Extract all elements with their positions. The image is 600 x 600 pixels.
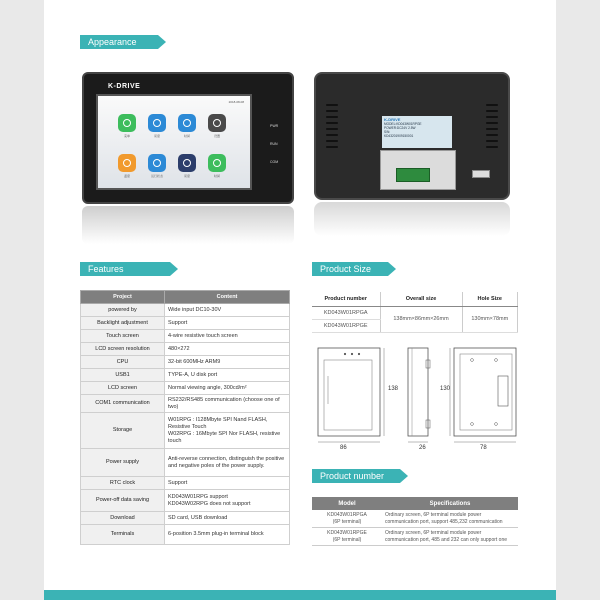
feature-value-line: W01RPG : I128Mbyte SPI Nand FLASH, Resistive Touch	[168, 416, 268, 430]
bulb-icon	[183, 159, 191, 167]
feature-key: LCD screen	[81, 382, 165, 395]
table-row	[81, 490, 290, 512]
dim-side-width: 26	[419, 445, 426, 451]
clock-icon	[183, 119, 191, 127]
front-outline	[318, 348, 380, 436]
table-row	[81, 317, 290, 330]
table-row	[81, 512, 290, 525]
feature-value-line: KD043W02RPG does not support	[168, 500, 251, 507]
vent-slot	[326, 128, 338, 130]
vent-slot	[486, 104, 498, 106]
size-model: KD043W01RPGA	[312, 306, 380, 319]
table-row	[81, 330, 290, 343]
product-col-model: Model	[312, 497, 382, 510]
sticker-brand: K-DRIVE	[384, 117, 401, 122]
app-label: 运行状态	[150, 174, 163, 178]
features-heading	[80, 262, 170, 276]
size-model: KD043W01RPGE	[312, 319, 380, 332]
feature-key: Backlight adjustment	[81, 317, 165, 330]
device-front-reflection	[82, 206, 294, 244]
table-row	[81, 477, 290, 490]
size-col-product: Product number	[312, 292, 380, 306]
feature-value	[165, 512, 290, 525]
feature-value-line: Wide input DC10-30V	[168, 306, 222, 313]
pwr-label: PWR	[270, 124, 279, 128]
feature-key: Touch screen	[81, 330, 165, 343]
led-dot	[351, 353, 353, 355]
feature-key: RTC clock	[81, 477, 165, 490]
features-col-project: Project	[81, 291, 165, 304]
feature-value	[165, 343, 290, 356]
dimension-drawings	[312, 340, 522, 452]
table-row	[81, 369, 290, 382]
feature-value-line: W02RPG : 16Mbyte SPI Nor FLASH, resistive touch	[168, 430, 281, 444]
feature-key: Storage	[81, 413, 165, 449]
model-sticker	[382, 116, 452, 148]
back-outline	[454, 348, 516, 436]
vent-slot	[326, 146, 338, 148]
dim-front-height: 138	[388, 386, 399, 392]
feature-value	[165, 477, 290, 490]
sticker-line: MODEL:KD043W01RPGE	[384, 122, 422, 126]
sticker-line: POWER:DC24V 2.5W	[384, 126, 416, 130]
vent-slot	[486, 140, 498, 142]
terminal-block	[396, 168, 430, 182]
product-model	[312, 528, 382, 546]
table-row	[81, 525, 290, 545]
table-row	[81, 413, 290, 449]
feature-value-line: KD043W01RPG support	[168, 493, 228, 500]
feature-value-line: 6-position 3.5mm plug-in terminal block	[168, 531, 264, 537]
table-row	[81, 382, 290, 395]
sun-icon	[153, 119, 161, 127]
appearance-heading-text: Appearance	[88, 37, 137, 47]
table-row	[312, 510, 518, 528]
vent-slot	[486, 134, 498, 136]
feature-value	[165, 382, 290, 395]
usb-port	[472, 170, 490, 178]
feature-value	[165, 304, 290, 317]
sticker-line: S/N:	[384, 130, 391, 134]
back-inner-outline	[460, 354, 512, 430]
feature-value-line: Normal viewing angle, 300cd/m²	[168, 384, 247, 391]
device-front-image	[82, 72, 294, 204]
size-col-hole: Hole Size	[462, 292, 518, 306]
app-label: 菜单	[123, 134, 130, 138]
feature-key: Download	[81, 512, 165, 525]
feature-value-line: Anti-reverse connection, distinguish the positive and negative poles of the power supply.	[168, 455, 285, 469]
feature-value-line: 32-bit 600MHz ARM9	[168, 358, 221, 365]
led-dot	[358, 353, 360, 355]
feature-key: powered by	[81, 304, 165, 317]
feature-value	[165, 369, 290, 382]
vent-slot	[486, 122, 498, 124]
product-model-line: (6P terminal)	[332, 536, 362, 543]
table-row	[81, 356, 290, 369]
app-label: 时间	[183, 134, 190, 138]
feature-key: Power supply	[81, 449, 165, 477]
feature-value	[165, 395, 290, 413]
product-model-line: KD043W01RPGE	[327, 530, 367, 536]
app-label: 温度	[123, 174, 130, 178]
clock-icon	[213, 159, 221, 167]
vent-slot	[486, 146, 498, 148]
device-back-image	[314, 72, 510, 200]
size-hole: 130mm×78mm	[462, 306, 518, 332]
app-tile-grid-icon	[118, 154, 136, 172]
app-tile-grid-icon	[118, 114, 136, 132]
feature-value-line: SD card, USB download	[168, 514, 228, 521]
vent-slot	[326, 122, 338, 124]
table-row	[312, 306, 518, 319]
product-size-heading	[312, 262, 388, 276]
feature-value	[165, 490, 290, 512]
feature-key: Terminals	[81, 525, 165, 545]
product-model	[312, 510, 382, 528]
feature-value	[165, 413, 290, 449]
feature-key: COM1 communication	[81, 395, 165, 413]
product-spec: Ordinary screen, 6P terminal module power communication port, 485 and 232 can only support one	[382, 528, 518, 546]
device-brand: K-DRIVE	[108, 83, 141, 90]
footer-bar	[44, 590, 556, 600]
features-table	[80, 290, 290, 545]
led-dot	[344, 353, 346, 355]
size-overall: 138mm×86mm×26mm	[380, 306, 462, 332]
device-screen	[96, 94, 252, 190]
app-tile-gauge-icon	[148, 154, 166, 172]
com-label: COM	[270, 160, 279, 164]
features-heading-text: Features	[88, 264, 124, 274]
feature-value-line: Support	[168, 319, 188, 326]
feature-key: LCD screen resolution	[81, 343, 165, 356]
vent-slot	[486, 116, 498, 118]
gauge-icon	[153, 159, 161, 167]
feature-value	[165, 525, 290, 545]
product-model-line: KD043W01RPGA	[327, 512, 367, 518]
feature-key: CPU	[81, 356, 165, 369]
feature-value-line: 480×272	[168, 345, 190, 352]
table-row	[81, 304, 290, 317]
table-row	[81, 449, 290, 477]
feature-key: USB1	[81, 369, 165, 382]
grid-icon	[123, 159, 131, 167]
vent-slot	[486, 128, 498, 130]
spec-sheet	[44, 0, 556, 600]
app-tile-gear-icon	[208, 114, 226, 132]
vent-slot	[326, 140, 338, 142]
sticker-line: KD43201909150001	[384, 134, 414, 138]
dim-front-width: 86	[340, 445, 347, 451]
size-col-overall: Overall size	[380, 292, 462, 306]
grid-icon	[123, 119, 131, 127]
features-col-content: Content	[165, 291, 290, 304]
vent-slot	[326, 110, 338, 112]
app-label: 亮度	[153, 134, 160, 138]
product-number-heading	[312, 469, 400, 483]
device-back-reflection	[314, 202, 510, 236]
vent-slot	[486, 110, 498, 112]
gear-icon	[213, 119, 221, 127]
table-row	[81, 343, 290, 356]
size-table	[312, 292, 518, 333]
product-number-heading-text: Product number	[320, 471, 385, 481]
app-label: 设置	[213, 134, 220, 138]
app-label: 时间	[213, 174, 220, 178]
feature-value-line: TYPE-A, U disk port	[168, 371, 218, 378]
table-row	[81, 395, 290, 413]
side-outline	[408, 348, 428, 436]
feature-value-line: 4-wire resistive touch screen	[168, 332, 238, 339]
feature-value-line: RS232/RS485 communication (choose one of two)	[168, 396, 280, 410]
product-col-spec: Specifications	[382, 497, 518, 510]
vent-slot	[326, 134, 338, 136]
run-label: RUN	[270, 142, 278, 146]
product-number-table	[312, 497, 518, 546]
vent-slot	[326, 104, 338, 106]
feature-value-line: Support	[168, 479, 188, 486]
app-tile-bulb-icon	[178, 154, 196, 172]
table-row	[312, 528, 518, 546]
appearance-heading	[80, 35, 158, 49]
feature-key: Power-off data saving	[81, 490, 165, 512]
product-size-heading-text: Product Size	[320, 264, 372, 274]
app-tile-clock-icon	[178, 114, 196, 132]
screen-date: 2018-08-08	[228, 100, 244, 104]
front-screen-outline	[324, 360, 372, 430]
vent-slot	[326, 116, 338, 118]
app-tile-clock-icon	[208, 154, 226, 172]
back-terminal-outline	[498, 376, 508, 406]
dim-back-height: 130	[440, 386, 451, 392]
feature-value	[165, 449, 290, 477]
feature-value	[165, 330, 290, 343]
app-label: 亮度	[183, 174, 190, 178]
feature-value	[165, 317, 290, 330]
product-model-line: (6P terminal)	[332, 518, 362, 525]
product-spec: Ordinary screen, 6P terminal module power communication port, support 485,232 communication	[382, 510, 518, 528]
app-tile-sun-icon	[148, 114, 166, 132]
feature-value	[165, 356, 290, 369]
dim-back-width: 78	[480, 445, 487, 451]
